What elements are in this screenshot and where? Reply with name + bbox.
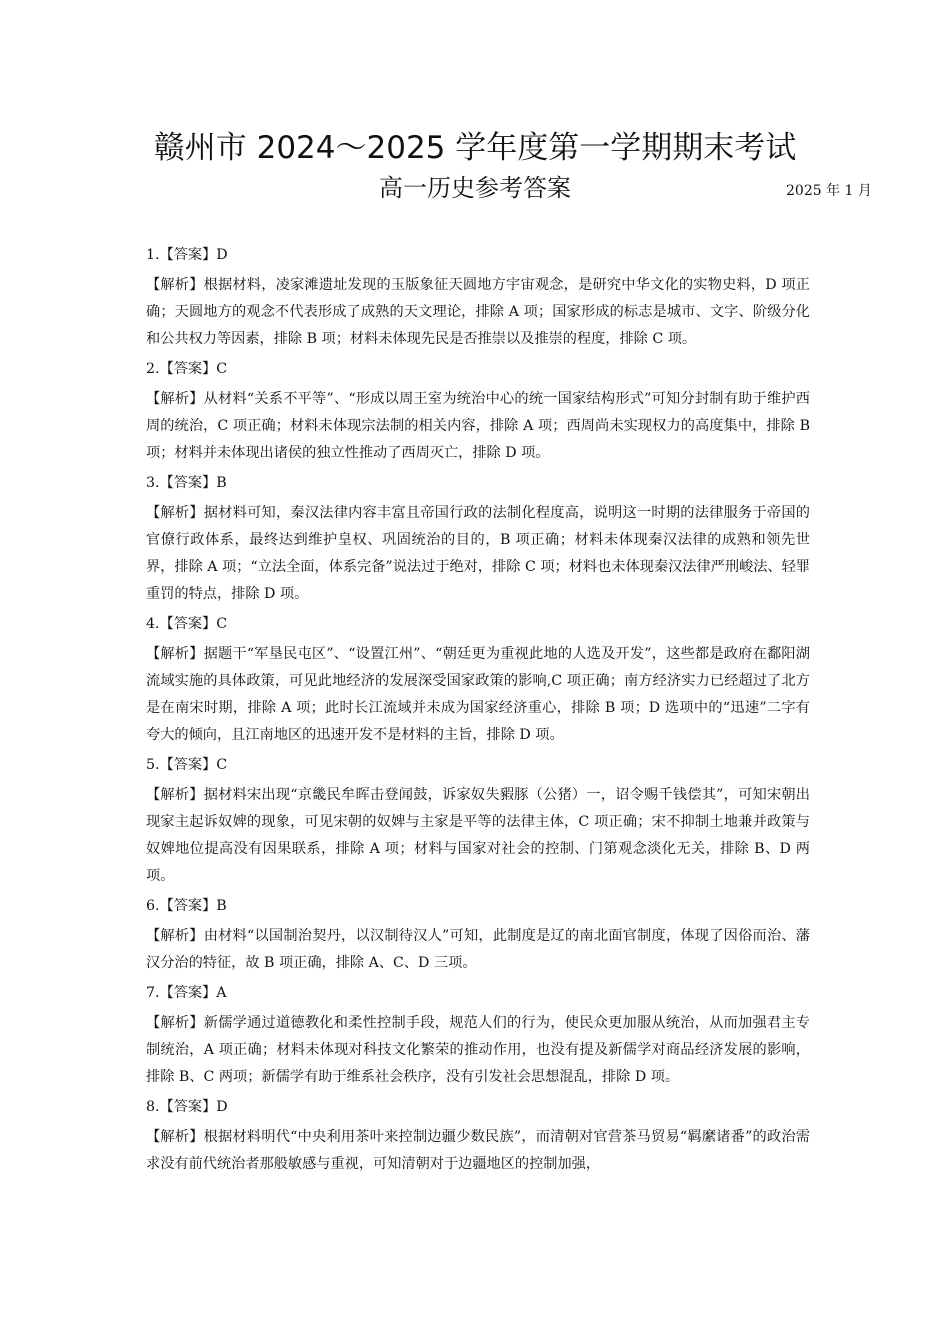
answer-line: 6.【答案】B [146,898,227,914]
answer-item-6 [146,893,810,977]
answer-line: 2.【答案】C [146,361,228,377]
analysis-paragraph: 【解析】根据材料，凌家滩遗址发现的玉版象征天圆地方宇宙观念，是研究中华文化的实物史料，D 项正确；天圆地方的观念不代表形成了成熟的天文理论，排除 A 项；国家形成的标志是城市、文字、阶级分化和公共权力等因素，排除 B 项；材料未体现先民是否推崇以及推崇的程度，排除 C 项。 [146,277,810,347]
answer-item-4 [146,611,810,749]
document-date: 2025 年 1 月 [786,183,872,199]
analysis-paragraph: 【解析】据材料宋出现“京畿民牟晖击登闻鼓，诉家奴失豭豚（公猪）一，诏令赐千钱偿其”，可知宋朝出现家主起诉奴婢的现象，可见宋朝的奴婢与主家是平等的法律主体，C 项正确；宋不抑制土地兼并政策与奴婢地位提高没有因果联系，排除 A 项；材料与国家对社会的控制、门第观念淡化无关，排除 B、D 两项。 [146,787,810,884]
analysis-paragraph: 【解析】新儒学通过道德教化和柔性控制手段，规范人们的行为，使民众更加服从统治，从而加强君主专制统治，A 项正确；材料未体现对科技文化繁荣的推动作用，也没有提及新儒学对商品经济发展的影响，排除 B、C 两项；新儒学有助于维系社会秩序，没有引发社会思想混乱，排除 D 项。 [146,1015,810,1085]
answer-item-5 [146,752,810,890]
analysis-paragraph: 【解析】从材料“关系不平等”、“形成以周王室为统治中心的统一国家结构形式”可知分封制有助于维护西周的统治，C 项正确；材料未体现宗法制的相关内容，排除 A 项；西周尚未实现权力的高度集中，排除 B 项；材料并未体现出诸侯的独立性推动了西周灭亡，排除 D 项。 [146,391,810,461]
answer-item-2 [146,356,810,467]
answer-line: 4.【答案】C [146,616,228,632]
answer-line: 5.【答案】C [146,757,228,773]
document-subtitle: 高一历史参考答案 [379,174,571,202]
answer-line: 1.【答案】D [146,247,228,263]
answer-list [146,242,810,1181]
analysis-paragraph: 【解析】由材料“以国制治契丹，以汉制待汉人”可知，此制度是辽的南北面官制度，体现了因俗而治、藩汉分治的特征，故 B 项正确，排除 A、C、D 三项。 [146,928,810,971]
answer-item-7 [146,980,810,1091]
answer-item-8 [146,1094,810,1178]
answer-item-3 [146,470,810,608]
answer-line: 3.【答案】B [146,475,227,491]
analysis-paragraph: 【解析】据材料可知，秦汉法律内容丰富且帝国行政的法制化程度高，说明这一时期的法律服务于帝国的官僚行政体系，最终达到维护皇权、巩固统治的目的，B 项正确；材料未体现秦汉法律的成熟和领先世界，排除 A 项；“立法全面，体系完备”说法过于绝对，排除 C 项；材料也未体现秦汉法律严刑峻法、轻罪重罚的特点，排除 D 项。 [146,505,810,602]
answer-item-1 [146,242,810,353]
analysis-paragraph: 【解析】据题干“军垦民屯区”、“设置江州”、“朝廷更为重视此地的人选及开发”，这些都是政府在鄱阳湖流域实施的具体政策，可见此地经济的发展深受国家政策的影响,C 项正确；南方经济实力已经超过了北方是在南宋时期，排除 A 项；此时长江流域并未成为国家经济重心，排除 B 项；D 选项中的“迅速”二字有夸大的倾向，且江南地区的迅速开发不是材料的主旨，排除 D 项。 [146,646,810,743]
answer-line: 7.【答案】A [146,985,227,1001]
analysis-paragraph: 【解析】根据材料明代“中央利用茶叶来控制边疆少数民族”，而清朝对官营茶马贸易“羁縻诸番”的政治需求没有前代统治者那般敏感与重视，可知清朝对于边疆地区的控制加强， [146,1129,810,1172]
document-title: 赣州市 2024～2025 学年度第一学期期末考试 [153,130,797,166]
answer-line: 8.【答案】D [146,1099,228,1115]
